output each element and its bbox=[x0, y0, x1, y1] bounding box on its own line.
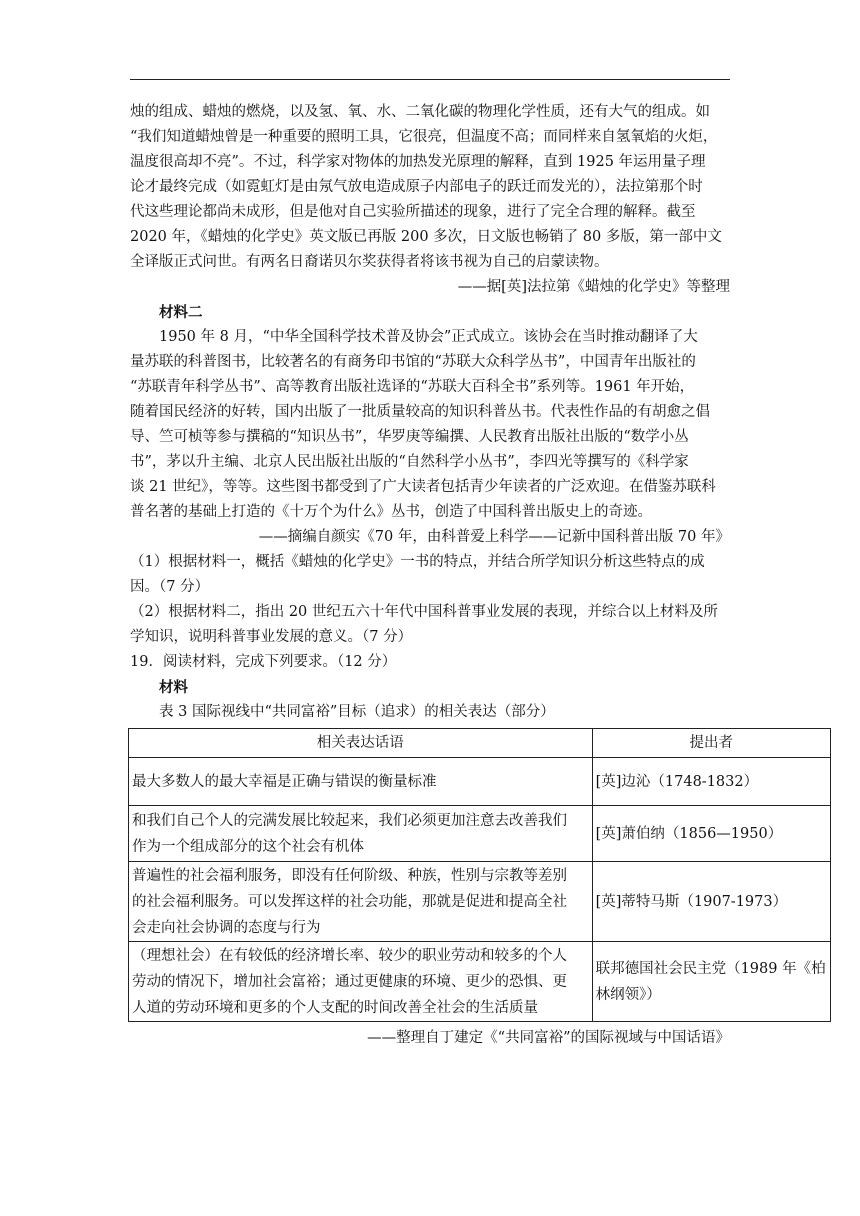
table-header-row bbox=[129, 729, 831, 758]
text-line: 谈 21 世纪》，等等。这些图书都受到了广大读者包括青少年读者的广泛欢迎。在借鉴苏联科 bbox=[130, 479, 716, 495]
question-18-items bbox=[130, 550, 730, 650]
expression-cell bbox=[129, 758, 593, 806]
author-cell bbox=[592, 942, 830, 1022]
question-text: （2）根据材料二，指出 20 世纪五六十年代中国科普事业发展的表现，并综合以上材料及所 bbox=[130, 604, 718, 620]
header-rule bbox=[130, 79, 730, 80]
text-line: 书”，茅以升主编、北京人民出版社出版的“自然科学小丛书”，李四光等撰写的《科学家 bbox=[130, 454, 689, 470]
question-19 bbox=[130, 650, 826, 1051]
cell-text-line: 的社会福利服务。可以发挥这样的社会功能，那就是促进和提高全社 bbox=[132, 893, 567, 910]
cell-text-line: 普遍性的社会福利服务，即没有任何阶级、种族，性别与宗教等差别 bbox=[132, 867, 567, 884]
source-citation: ——摘编自颜实《70 年，由科普爱上科学——记新中国科普出版 70 年》 bbox=[258, 529, 730, 545]
text-line: 温度很高却不亮”。不过，科学家对物体的加热发光原理的解释，直到 1925 年运用量子理 bbox=[130, 154, 706, 170]
text-line: 随着国民经济的好转，国内出版了一批质量较高的知识科普丛书。代表性作品的有胡愈之倡 bbox=[130, 404, 710, 420]
cell-text-line: 劳动的情况下，增加社会富裕；通过更健康的环境、更少的恐惧、更 bbox=[132, 973, 567, 990]
material-two bbox=[130, 300, 730, 550]
expression-cell bbox=[129, 806, 593, 862]
cell-text-line: 会走向社会协调的态度与行为 bbox=[132, 919, 321, 936]
text-line: 烛的组成、蜡烛的燃烧，以及氢、氧、水、二氧化碳的物理化学性质，还有大气的组成。如 bbox=[130, 104, 710, 120]
text-line: 论才最终完成（如霓虹灯是由氖气放电造成原子内部电子的跃迁而发光的），法拉第那个时 bbox=[130, 179, 703, 195]
text-line: 全译版正式问世。有两名日裔诺贝尔奖获得者将该书视为自己的启蒙读物。 bbox=[130, 254, 609, 270]
expression-cell bbox=[129, 942, 593, 1022]
cell-text-line: [英]萧伯纳（1856—1950） bbox=[595, 825, 783, 842]
text-line: 量苏联的科普图书，比较著名的有商务印书馆的“苏联大众科学丛书”，中国青年出版社的 bbox=[130, 354, 696, 370]
column-header: 相关表达话语 bbox=[129, 729, 593, 758]
cell-text-line: 林纲领》） bbox=[595, 986, 661, 1003]
cell-text-line: 联邦德国社会民主党（1989 年《柏 bbox=[595, 960, 826, 977]
material-heading: 材料 bbox=[159, 679, 188, 696]
material-one-tail bbox=[130, 100, 730, 300]
cell-text-line: 和我们自己个人的完满发展比较起来，我们必须更加注意去改善我们 bbox=[132, 812, 567, 829]
question-text: 因。（7 分） bbox=[130, 579, 210, 595]
table-caption: 表 3 国际视线中“共同富裕”目标（追求）的相关表达（部分） bbox=[159, 704, 555, 720]
column-header: 提出者 bbox=[592, 729, 830, 758]
text-line: 代这些理论都尚未成形，但是他对自己实验所描述的现象，进行了完全合理的解释。截至 bbox=[130, 204, 696, 220]
table-row bbox=[129, 862, 831, 942]
table-row bbox=[129, 806, 831, 862]
cell-text-line: （理想社会）在有较低的经济增长率、较少的职业劳动和较多的个人 bbox=[132, 947, 567, 964]
question-text: （1）根据材料一，概括《蜡烛的化学史》一书的特点，并结合所学知识分析这些特点的成 bbox=[130, 554, 705, 570]
expression-cell bbox=[129, 862, 593, 942]
question-text: 学知识，说明科普事业发展的意义。（7 分） bbox=[130, 629, 413, 645]
text-line: 1950 年 8 月，“中华全国科学技术普及协会”正式成立。该协会在当时推动翻译了大 bbox=[159, 329, 698, 345]
material-heading: 材料二 bbox=[159, 304, 203, 321]
question-stem: 19．阅读材料，完成下列要求。（12 分） bbox=[130, 654, 397, 670]
text-line: 2020 年，《蜡烛的化学史》英文版已再版 200 多次，日文版也畅销了 80 多版，第一部中文 bbox=[130, 229, 722, 245]
source-citation: ——整理自丁建定《“共同富裕”的国际视域与中国话语》 bbox=[367, 1030, 730, 1046]
cell-text-line: [英]蒂特马斯（1907-1973） bbox=[595, 893, 788, 910]
author-cell bbox=[592, 862, 830, 942]
author-cell bbox=[592, 806, 830, 862]
cell-text-line: 最大多数人的最大幸福是正确与错误的衡量标准 bbox=[132, 773, 437, 790]
text-line: 导、竺可桢等参与撰稿的“知识丛书”，华罗庚等编撰、人民教育出版社出版的“数学小丛 bbox=[130, 429, 689, 445]
text-line: “苏联青年科学丛书”、高等教育出版社选译的“苏联大百科全书”系列等。1961 年开始， bbox=[130, 379, 695, 395]
table-row bbox=[129, 758, 831, 806]
text-line: 普名著的基础上打造的《十万个为什么》丛书，创造了中国科普出版史上的奇迹。 bbox=[130, 504, 652, 520]
source-citation: ——据[英]法拉第《蜡烛的化学史》等整理 bbox=[457, 279, 730, 295]
reference-table bbox=[128, 728, 831, 1022]
author-cell bbox=[592, 758, 830, 806]
cell-text-line: 人道的劳动环境和更多的个人支配的时间改善全社会的生活质量 bbox=[132, 999, 538, 1016]
table-row bbox=[129, 942, 831, 1022]
text-line: “我们知道蜡烛曾是一种重要的照明工具，它很亮，但温度不高；而同样来自氢氧焰的火炬， bbox=[130, 129, 718, 145]
exam-page bbox=[130, 100, 826, 1051]
cell-text-line: 作为一个组成部分的这个社会有机体 bbox=[132, 838, 364, 855]
cell-text-line: [英]边沁（1748-1832） bbox=[595, 773, 759, 790]
